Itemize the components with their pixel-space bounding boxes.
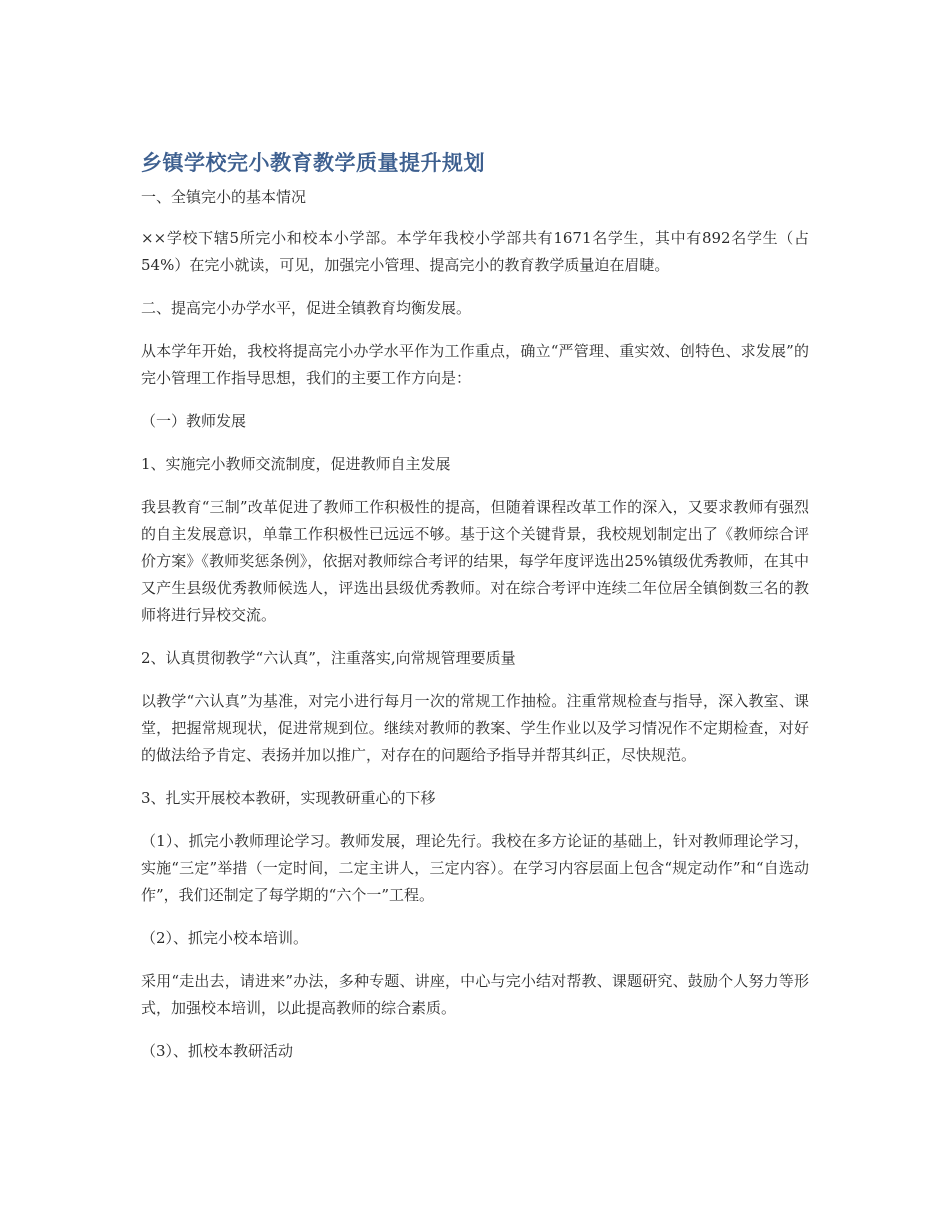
subheading-teacher-development: （一）教师发展 [141,412,247,430]
paragraph-routine-management: 以教学“六认真”为基准，对完小进行每月一次的常规工作抽检。注重常规检查与指导，深入教室、课堂，把握常规现状，促进常规到位。继续对教师的教案、学生作业以及学习情况作不定期检查，对好的做法给予肯定、表扬并加以推广，对存在的问题给予指导并帮其纠正，尽快规范。 [141,692,809,764]
document-title: 乡镇学校完小教育教学质量提升规划 [141,151,485,175]
paragraph-basic-situation: ××学校下辖5所完小和校本小学部。本学年我校小学部共有1671名学生，其中有892名学生（占54%）在完小就读，可见，加强完小管理、提高完小的教育教学质量迫在眉睫。 [141,229,809,274]
paragraph-work-direction: 从本学年开始，我校将提高完小办学水平作为工作重点，确立“严管理、重实效、创特色、求发展”的完小管理工作指导思想，我们的主要工作方向是： [141,342,809,387]
item-heading-3: 3、扎实开展校本教研，实现教研重心的下移 [141,789,436,807]
section-heading-basic-situation: 一、全镇完小的基本情况 [141,188,307,206]
paragraph-theory-study: （1）、抓完小教师理论学习。教师发展，理论先行。我校在多方论证的基础上，针对教师理论学习，实施“三定”举措（一定时间，二定主讲人，三定内容）。在学习内容层面上包含“规定动作”和“自选动作”，我们还制定了每学期的“六个一”工程。 [141,832,809,904]
item-heading-1: 1、实施完小教师交流制度，促进教师自主发展 [141,455,451,473]
paragraph-school-training: 采用“走出去，请进来”办法，多种专题、讲座，中心与完小结对帮教、课题研究、鼓励个人努力等形式，加强校本培训，以此提高教师的综合素质。 [141,972,809,1017]
item-heading-2: 2、认真贯彻教学“六认真”，注重落实,向常规管理要质量 [141,649,516,667]
document-body [141,148,809,1081]
subitem-heading-training: （2）、抓完小校本培训。 [141,929,309,947]
section-heading-improve-level: 二、提高完小办学水平，促进全镇教育均衡发展。 [141,299,472,317]
subitem-heading-research: （3）、抓校本教研活动 [141,1042,294,1060]
paragraph-teacher-exchange: 我县教育“三制”改革促进了教师工作积极性的提高，但随着课程改革工作的深入，又要求教师有强烈的自主发展意识，单靠工作积极性已远远不够。基于这个关键背景，我校规划制定出了《教师综合评价方案》《教师奖惩条例》，依据对教师综合考评的结果，每学年度评选出25%镇级优秀教师，在其中又产生县级优秀教师候选人，评选出县级优秀教师。对在综合考评中连续二年位居全镇倒数三名的教师将进行异校交流。 [141,498,809,624]
